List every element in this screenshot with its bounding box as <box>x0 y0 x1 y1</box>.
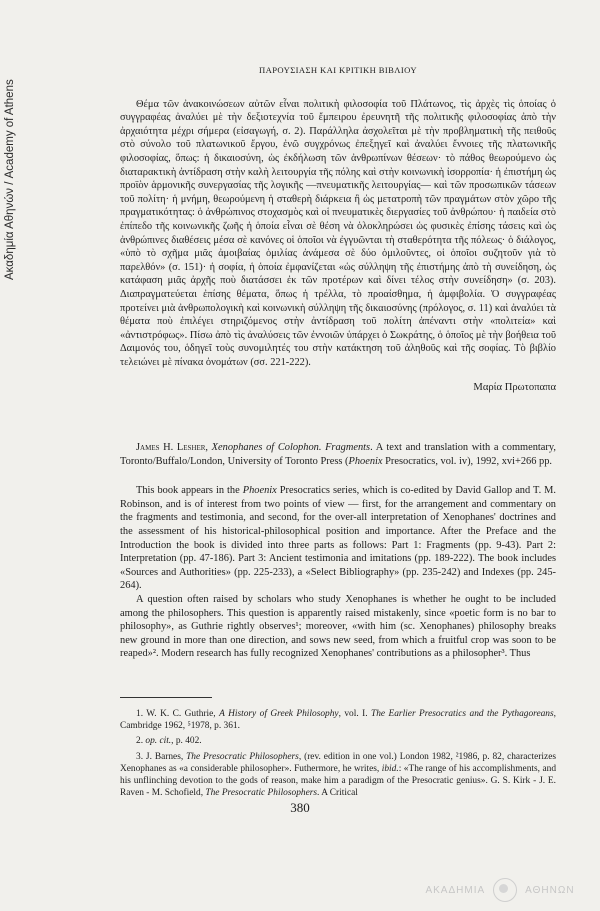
footnote-1 <box>120 708 556 732</box>
p1-text-a: This book appears in the <box>136 485 243 497</box>
fn3-ibid: ibid. <box>381 763 399 774</box>
fn3-text-d: . A Critical <box>317 788 358 799</box>
fn1-text-a: 1. W. K. C. Guthrie, <box>136 708 220 719</box>
english-paragraph-1 <box>120 484 556 593</box>
fn3-title: The Presocratic Philosophers <box>186 751 299 762</box>
fn1-title: A History of Greek Philosophy <box>219 708 339 719</box>
watermark-text-right: ΑΘΗΝΩΝ <box>525 884 575 896</box>
fn3-text-b: , (rev. edition in one vol.) London 1982, ²1986, p. 82, characterizes Xenophanes as «a considerable philosopher». Futhermore, he writes, <box>120 751 556 774</box>
academy-watermark <box>400 878 600 902</box>
archive-side-label: Ακαδημία Αθηνών / Academy of Athens <box>4 79 16 281</box>
bibliographic-entry <box>120 441 556 468</box>
fn3-text-c: : «The range of his accomplishments, and his unflinching devotion to the gods of reason, make him a paradigm of the Presocratic genius». G. S. Kirk - J. E. Raven - M. Schofield, <box>120 763 557 799</box>
fn3-title-2: The Presocratic Philosophers <box>205 788 318 799</box>
p1-series: Phoenix <box>242 485 277 497</box>
footnote-3 <box>120 751 556 800</box>
footnote-2 <box>120 735 556 747</box>
fn1-text-b: , vol. I. <box>338 708 372 719</box>
english-paragraph-2: A question often raised by scholars who study Xenophanes is whether he ought to be included among the philosophers. This question is apparently raised mistakenly, since «poetic form is no bar to philosophy», as Guthrie rightly observes¹; moreover, «with him (sc. Xenophanes) philosophy breaks new ground in more than one direction, and sows new seed, from which a fruitful crop was soon to be reaped»². Modern research has fully recognized Xenophanes' contributions as a philosopher³. Thus <box>120 594 556 660</box>
greek-review-paragraph: Θέμα τῶν ἀνακοινώσεων αὐτῶν εἶναι πολιτικὴ φιλοσοφία τοῦ Πλάτωνος, τὶς ἀρχὲς τὶς ὁποίας ὁ συγγραφέας ἀναλύει μὲ τὴν δεξιοτεχνία τοῦ ἔμπειρου ἐρευνητῆ τῆς πολιτικῆς φιλοσοφίας ἀπὸ τὴν ἀρχαιότητα μέχρι σήμερα (εἰσαγωγή, σ. 2). Παράλληλα ἀσχολεῖται μὲ τὴν προβληματικὴ τῆς πειθοῦς στὸ σύνολο τοῦ πλατωνικοῦ ἔργου, ἐνῶ συγχρόνως ἐπεξηγεῖ καὶ ἀναλύει ἔννοιες τῆς πλατωνικῆς φιλοσοφίας, ὅπως: ἡ δικαιοσύνη, ὡς ἐκδήλωση τῶν ἀνθρωπίνων θέσεων· τὸ πάθος θεωρούμενο ὡς διαταρακτικὴ ἀντίδραση στὴν καλὴ λειτουργία τῆς πόλης καὶ στὴν κοινωνικὴ ἰσορροπία· ἡ ἐπιστήμη ὡς προϊὸν ἁρμονικῆς συνεργασίας τῆς λογικῆς —πνευματικῆς λειτουργίας— καὶ τῶν προσωπικῶν τάσεων τοῦ πολίτη· ἡ μνήμη, θεωρούμενη ἡ σταθερὴ διάρκεια ἢ ὡς μετατροπὴ τῶν πραγμάτων στὸν χῶρο τῆς πραγματικότητας: ὁ ἀνθρώπινος στοχασμὸς καὶ οἱ πνευματικὲς διεργασίες τοῦ ἀνθρώπου· ἡ παιδεία στὸ ἐπίπεδο τῆς κοινωνικῆς ζωῆς ἡ ὁποία εἶναι σὲ θέση νὰ ὁλοκληρώσει ὡς φυσικὲς ἐπίσης τάσεις καὶ ὡς ἀνθρώπινες διαθέσεις μέσα σὲ κανόνες οἱ ὁποῖοι νὰ ἐγγυῶνται τὴ σταθερότητα τῆς πόλεως· ὁ διάλογος, «ὑπὸ τὸ σχῆμα μιᾶς ἀμοιβαίας ὁμιλίας ἀνάμεσα σὲ δύο ὁμιλοῦντες, οἱ ὁποῖοι συζητοῦν γιὰ τὸ παρελθόν» (σ. 151)· ἡ σοφία, ἡ ὁποία ἐμφανίζεται «ὡς σύλληψη τῆς ἐπιστήμης ἀπὸ τὴ συνείδηση, ὡς κατάφαση μιᾶς ἀρχῆς ποὺ διατάσσει ἐκ τῶν προτέρων καὶ δίνει τέλος στὴν συνείδηση» (σ. 203). Διαπραγματεύεται ἐπίσης θέματα, ὅπως ἡ τρέλλα, τὸ προαίσθημα, ἡ ἀμφιβολία. Ὁ συγγραφέας προτείνει μιὰ ἀνθρωπολογικὴ καὶ κοινωνικὴ σύλληψη τῆς δικαιοσύνης (πρόλογος, σ. 11) καὶ ἀναλύει τὰ θέματα ποὺ ἐπιλέγει στηριζόμενος στὴν ἀντίδραση τοῦ πολίτη ἀπέναντι στὴν «πολιτεία» καὶ «ἀντιστρόφως». Πίσω ἀπὸ τὶς ἀναλύσεις τῶν ἐννοιῶν ὑπάρχει ὁ Σωκράτης, ὁ ὁποῖος μὲ τὴν βοήθεια τοῦ Δαιμονός του, ὁδηγεῖ τοὺς συνομιλητές του στὴν κατάκτηση τοῦ ἀληθοῦς καὶ τῆς σοφίας. Τὸ βιβλίο τελειώνει μὲ πίνακα ὀνομάτων (σσ. 221-222). <box>120 98 556 368</box>
page-number: 380 <box>290 800 310 815</box>
fn2-text-a: 2. <box>136 736 146 747</box>
academy-seal-icon <box>493 878 517 902</box>
watermark-text-left: ΑΚΑΔΗΜΙΑ <box>425 884 486 896</box>
biblio-title: Xenophanes of Colophon. Fragments <box>211 442 371 454</box>
review-signature: Μαρία Πρωτοπαπα <box>473 382 556 394</box>
p1-text-b: Presocratics series, which is co-edited by David Gallop and T. M. Robinson, and is of interest from two points of view — first, for the arrangement and commentary on the fragments and testimonia, and second, for the over-all interpretation of Xenophanes' doctrines and the assessment of his historical-philosophical position and importance. After the Preface and the Introduction the book is divided into three parts as follows: Part 1: Fragments (pp. 9-43). Part 2: Interpretation (pp. 47-186). Part 3: Ancient testimonia and imitations (pp. 189-222). The book includes «Sources and Authorities» (pp. 225-233), a «Select Bibliography» (pp. 235-242) and Indexes (pp. 245-264). <box>120 485 556 592</box>
running-head: ΠΑΡΟΥΣΙΑΣΗ ΚΑΙ ΚΡΙΤΙΚΗ ΒΙΒΛΙΟΥ <box>259 65 417 75</box>
page-body <box>120 64 556 802</box>
fn2-cit: op. cit. <box>145 736 172 747</box>
biblio-series: Phoenix <box>348 455 383 467</box>
fn1-text-c: , Cambridge 1962, ⁵1978, p. 361. <box>120 708 556 732</box>
footnotes <box>120 708 556 799</box>
footnote-rule <box>120 697 212 698</box>
biblio-text: . A text and translation with a commentary, Toronto/Buffalo/London, University of Toronto Press ( <box>120 442 556 467</box>
fn3-text-a: 3. J. Barnes, <box>136 751 187 762</box>
fn2-text-b: , p. 402. <box>171 736 202 747</box>
fn1-title-2: The Earlier Presocratics and the Pythagoreans <box>371 708 554 719</box>
biblio-author: James H. Lesher, <box>136 442 209 454</box>
biblio-text-2: Presocratics, vol. iv), 1992, xvi+266 pp. <box>382 455 553 467</box>
